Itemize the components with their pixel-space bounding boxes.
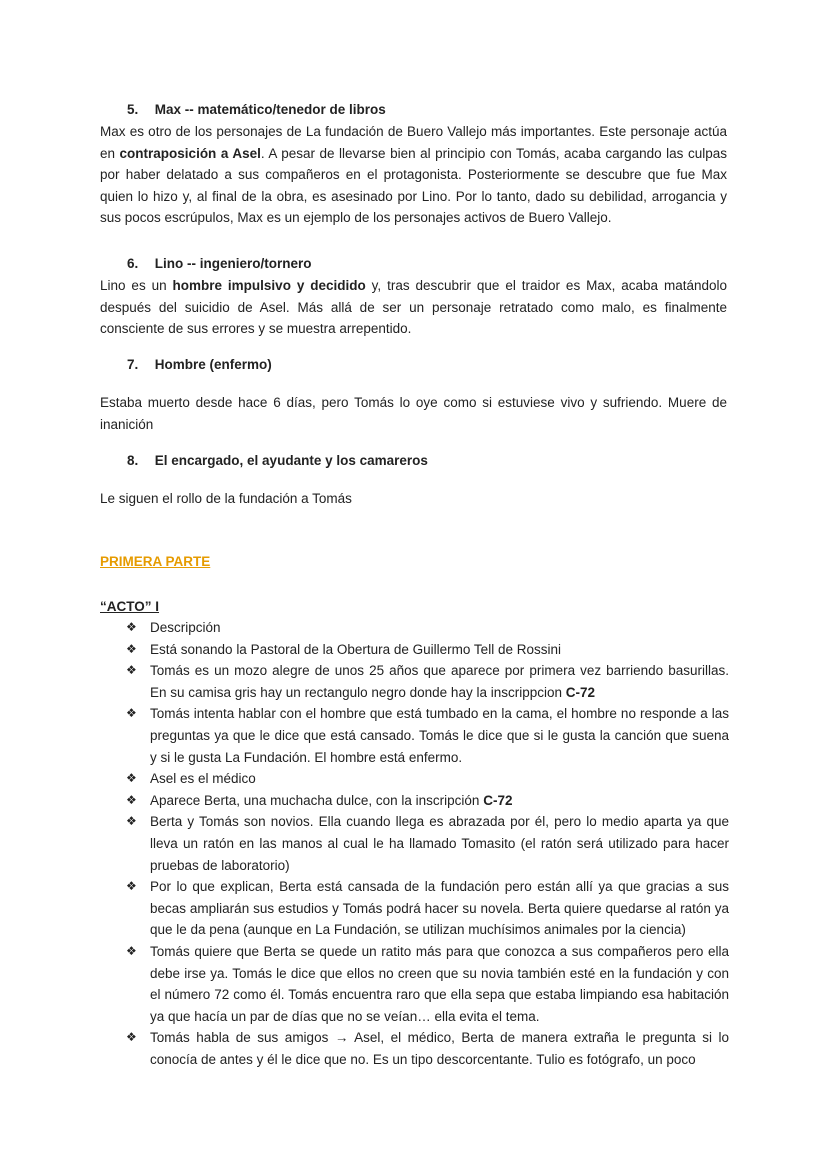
section-body: [100, 121, 727, 229]
text-run: Tomás quiere que Berta se quede un ratito más para que conozca a sus compañeros pero ella debe irse ya. Tomás le dice que ellos no creen que su novia también esté en la fundación y con el número 72 como él. Tomás encuentra raro que ella sepa que estaba limpiando esa habitación ya que hacía un par de días que no se veían… ella evita el tema.: [150, 943, 729, 1024]
section-heading: [127, 451, 428, 471]
act-title: “ACTO” I: [100, 599, 160, 614]
diamond-bullet-icon: ❖: [126, 706, 137, 721]
section-body: [100, 275, 727, 340]
text-run: Tomás intenta hablar con el hombre que está tumbado en la cama, el hombre no responde a las preguntas ya que le dice que está cansado. Tomás le dice que si le gusta la canción que suena y si le gusta La Fundación. El hombre está enfermo.: [150, 706, 729, 765]
section-number: 5.: [127, 102, 139, 117]
list-item: [126, 790, 729, 812]
text-run: Lino es un: [100, 278, 173, 293]
section-number: 7.: [127, 357, 139, 372]
diamond-bullet-icon: ❖: [126, 620, 137, 634]
diamond-bullet-icon: ❖: [126, 641, 137, 656]
bullet-list: [126, 617, 729, 1070]
diamond-bullet-icon: ❖: [126, 814, 137, 829]
bold-text: C-72: [565, 684, 596, 700]
text-run: Asel es el médico: [150, 771, 256, 787]
bold-text: C-72: [483, 792, 513, 808]
text-run: y, tras descubrir que el traidor es Max, acaba matándolo después del suicidio de Asel. Más allá de ser un personaje retratado como malo, es finalmente consciente de sus errores y se muestra arrepentido.: [100, 278, 727, 337]
diamond-bullet-icon: ❖: [126, 792, 137, 807]
section-number: 6.: [127, 256, 139, 271]
bold-text: hombre impulsivo y decidido: [172, 278, 366, 293]
text-run: Aparece Berta, una muchacha dulce, con la inscripción: [150, 792, 484, 808]
text-run: Tomás es un mozo alegre de unos 25 años que aparece por primera vez barriendo basurillas. En su camisa gris hay un rectangulo negro donde hay la inscrippcion: [150, 663, 729, 700]
text-run: Max es otro de los personajes de La fundación de Buero Vallejo más importantes. Este personaje actúa en: [100, 124, 727, 161]
section-title: Max -- matemático/tenedor de libros: [154, 102, 386, 117]
section-title: El encargado, el ayudante y los camareros: [154, 453, 428, 468]
text-run: Estaba muerto desde hace 6 días, pero Tomás lo oye como si estuviese vivo y sufriendo. Muere de inanición: [100, 395, 727, 432]
section-heading: [127, 254, 312, 274]
text-run: Está sonando la Pastoral de la Obertura de Guillermo Tell de Rossini: [150, 641, 561, 657]
list-item: [126, 876, 729, 941]
text-run: Tomás habla de sus amigos → Asel, el médico, Berta de manera extraña le pregunta si lo conocía de antes y él le dice que no. Es un tipo descorcentante. Tulio es fotógrafo, un poco: [150, 1030, 729, 1067]
section-title: Lino -- ingeniero/tornero: [154, 256, 312, 271]
bold-text: contraposición a Asel: [119, 145, 261, 161]
list-item: [126, 941, 729, 1027]
list-item: [126, 617, 729, 639]
diamond-bullet-icon: ❖: [126, 879, 137, 894]
text-run: Berta y Tomás son novios. Ella cuando llega es abrazada por él, pero lo medio aparta ya que lleva un ratón en las manos al cual le ha llamado Tomasito (el ratón será utilizado para hacer pruebas de laboratorio): [150, 814, 729, 873]
list-item: [126, 811, 729, 876]
diamond-bullet-icon: ❖: [126, 1030, 137, 1045]
list-item: [126, 639, 729, 661]
text-run: . A pesar de llevarse bien al principio con Tomás, acaba cargando las culpas por haber delatado a sus compañeros en el protagonista. Posteriormente se descubre que fue Max quien lo hizo y, al final de la obra, es asesinado por Lino. Por lo tanto, dado su debilidad, arrogancia y sus pocos escrúpulos, Max es un ejemplo de los personajes activos de Buero Vallejo.: [100, 145, 727, 226]
diamond-bullet-icon: ❖: [126, 771, 137, 786]
section-body: [100, 392, 727, 435]
section-body: [100, 488, 727, 510]
diamond-bullet-icon: ❖: [126, 943, 137, 958]
section-heading: [127, 355, 272, 375]
section-title: Hombre (enfermo): [154, 357, 272, 372]
text-run: Descripción: [150, 620, 221, 635]
list-item: [126, 1027, 729, 1070]
list-item: [126, 768, 729, 790]
part-title: PRIMERA PARTE: [100, 554, 211, 569]
diamond-bullet-icon: ❖: [126, 663, 137, 678]
section-heading: [127, 100, 386, 120]
text-run: Le siguen el rollo de la fundación a Tomás: [100, 491, 352, 506]
list-item: [126, 703, 729, 768]
section-number: 8.: [127, 453, 139, 468]
text-run: Por lo que explican, Berta está cansada de la fundación pero están allí ya que gracias a sus becas ampliarán sus estudios y Tomás podrá hacer su novela. Berta quiere quedarse al ratón ya que le da pena (aunque en La Fundación, se utilizan muchísimos animales por la ciencia): [150, 879, 729, 938]
list-item: [126, 660, 729, 703]
